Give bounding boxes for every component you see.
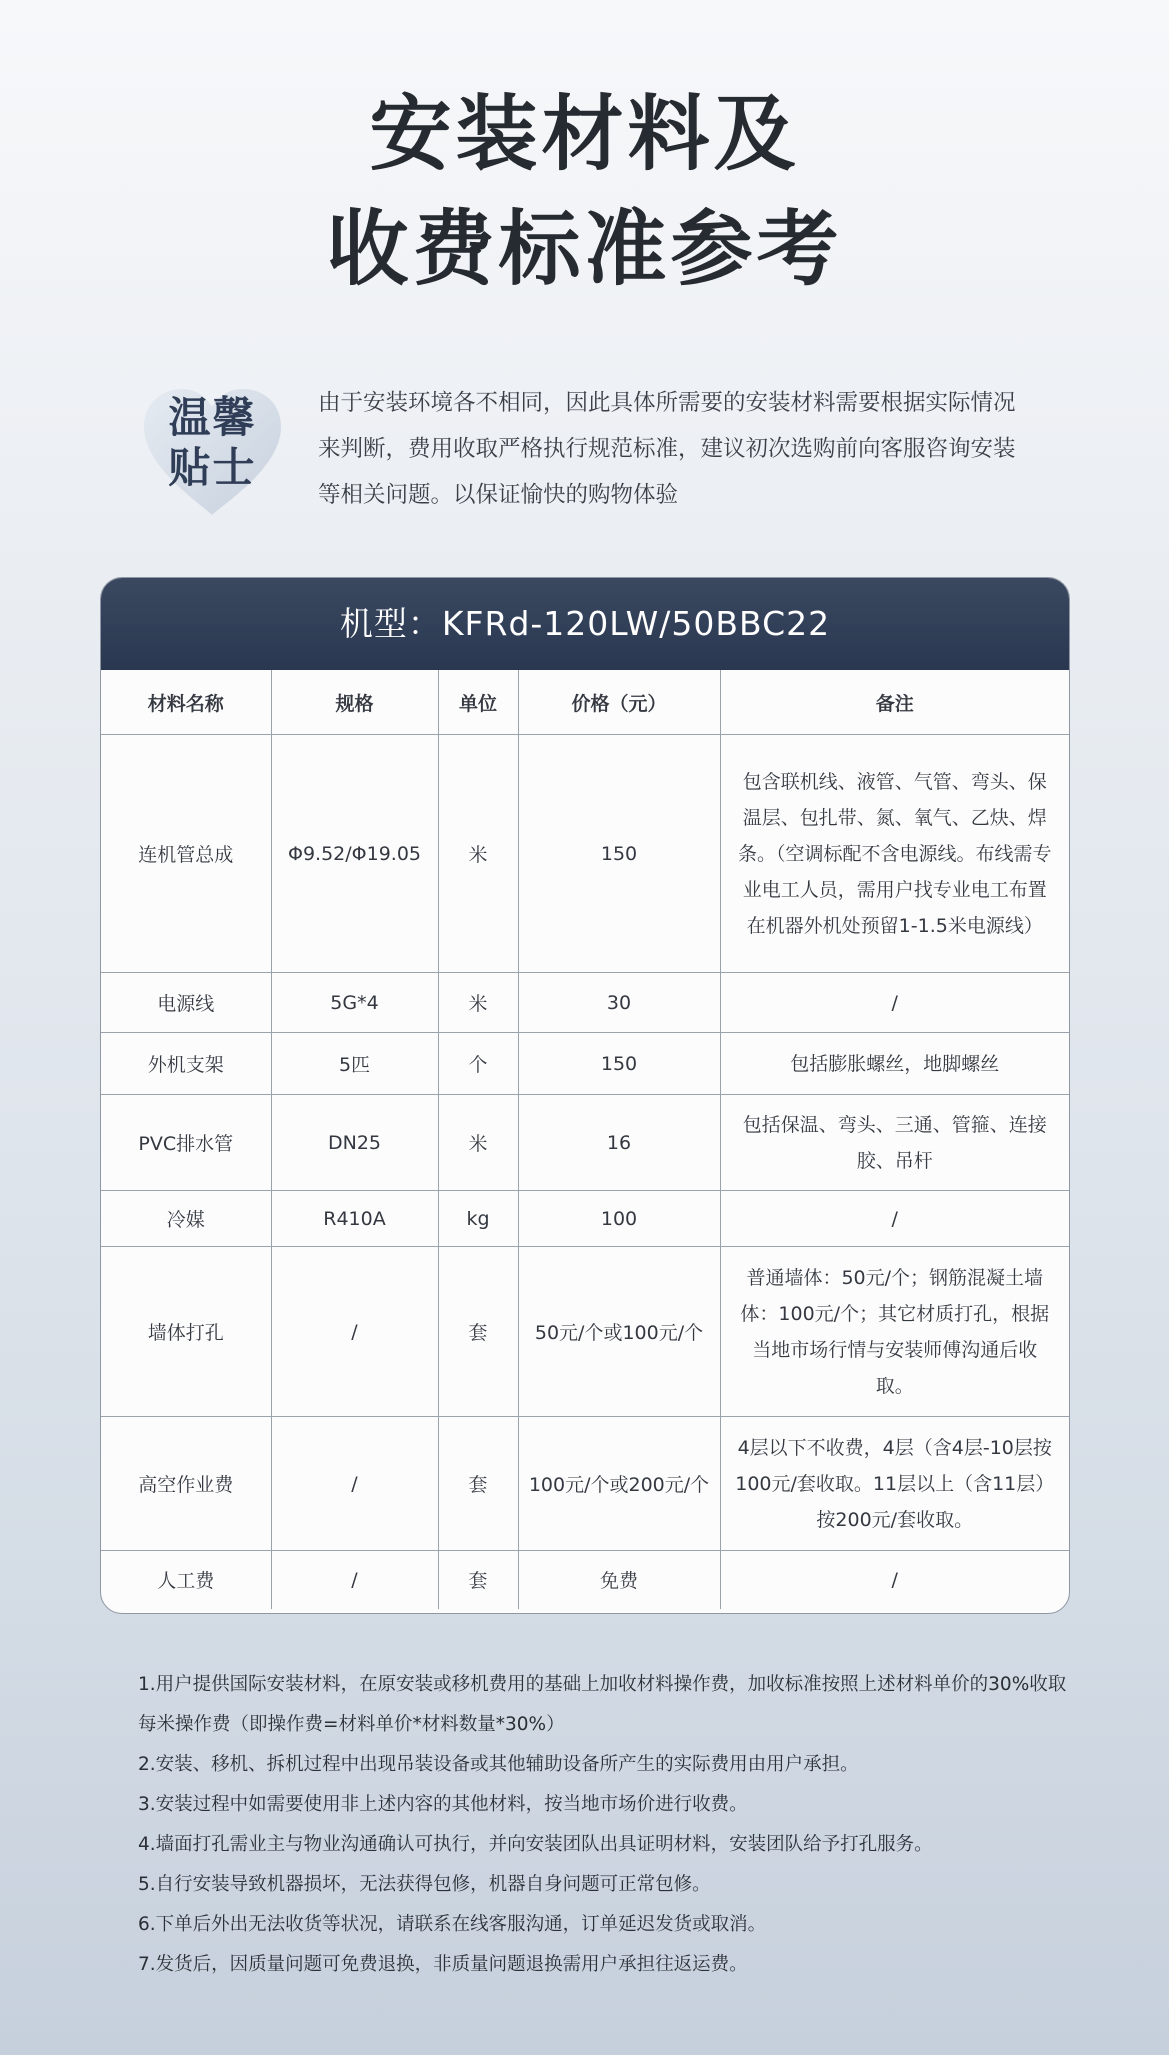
cell-unit: 个 — [438, 1033, 518, 1095]
cell-material: 连机管总成 — [101, 735, 271, 973]
table-row — [101, 1551, 1069, 1609]
tip-text: 由于安装环境各不相同，因此具体所需要的安装材料需要根据实际情况来判断，费用收取严格执行规范标准，建议初次选购前向客服咨询安装等相关问题。以保证愉快的购物体验 — [318, 390, 1016, 508]
table-header-row — [101, 670, 1069, 735]
cell-unit: 米 — [438, 735, 518, 973]
cell-material: 冷媒 — [101, 1191, 271, 1247]
cell-price: 16 — [518, 1095, 720, 1191]
cell-unit: 套 — [438, 1417, 518, 1551]
cell-spec: 5匹 — [271, 1033, 438, 1095]
cell-spec: / — [271, 1247, 438, 1417]
cell-material: 人工费 — [101, 1551, 271, 1609]
note-item: 6.下单后外出无法收货等状况，请联系在线客服沟通，订单延迟发货或取消。 — [138, 1914, 767, 1935]
cell-remark: 包括膨胀螺丝，地脚螺丝 — [720, 1033, 1069, 1095]
tip-badge-line-2: 贴士 — [168, 443, 257, 492]
header-price: 价格（元） — [518, 670, 720, 735]
cell-price: 100元/个或200元/个 — [518, 1417, 720, 1551]
cell-price: 50元/个或100元/个 — [518, 1247, 720, 1417]
table-row — [101, 1191, 1069, 1247]
page-title-line-1: 安装材料及 — [369, 87, 800, 182]
table-row — [101, 1247, 1069, 1417]
header-remark: 备注 — [720, 670, 1069, 735]
note-item: 7.发货后，因质量问题可免费退换，非质量问题退换需用户承担往返运费。 — [138, 1954, 748, 1975]
cell-spec: DN25 — [271, 1095, 438, 1191]
cell-unit: kg — [438, 1191, 518, 1247]
tip-badge — [140, 385, 285, 520]
note-item: 1.用户提供国际安装材料，在原安装或移机费用的基础上加收材料操作费，加收标准按照上述材料单价的30%收取每米操作费（即操作费=材料单价*材料数量*30%） — [138, 1674, 1067, 1735]
note-item: 4.墙面打孔需业主与物业沟通确认可执行，并向安装团队出具证明材料，安装团队给予打孔服务。 — [138, 1834, 933, 1855]
cell-spec: R410A — [271, 1191, 438, 1247]
cell-spec: Φ9.52/Φ19.05 — [271, 735, 438, 973]
note-item: 5.自行安装导致机器损坏，无法获得包修，机器自身问题可正常包修。 — [138, 1874, 711, 1895]
model-title: 机型：KFRd-120LW/50BBC22 — [101, 578, 1069, 670]
header-unit: 单位 — [438, 670, 518, 735]
notes-list — [138, 1665, 1068, 1985]
cell-remark: / — [720, 973, 1069, 1033]
page-title-line-2: 收费标准参考 — [326, 202, 843, 297]
cell-remark: 包含联机线、液管、气管、弯头、保温层、包扎带、氮、氧气、乙炔、焊条。（空调标配不含电源线。布线需专业电工人员，需用户找专业电工布置在机器外机处预留1-1.5米电源线） — [720, 735, 1069, 973]
tip-badge-line-1: 温馨 — [168, 393, 257, 442]
cell-remark: / — [720, 1551, 1069, 1609]
table-row — [101, 735, 1069, 973]
price-table — [101, 670, 1069, 1609]
header-material: 材料名称 — [101, 670, 271, 735]
cell-spec: / — [271, 1417, 438, 1551]
cell-material: 墙体打孔 — [101, 1247, 271, 1417]
cell-unit: 米 — [438, 1095, 518, 1191]
price-table-card — [100, 577, 1070, 1614]
table-row — [101, 1095, 1069, 1191]
cell-remark: 普通墙体：50元/个；钢筋混凝土墙体：100元/个；其它材质打孔，根据当地市场行情与安装师傅沟通后收取。 — [720, 1247, 1069, 1417]
cell-price: 150 — [518, 1033, 720, 1095]
cell-price: 30 — [518, 973, 720, 1033]
table-row — [101, 973, 1069, 1033]
cell-unit: 套 — [438, 1247, 518, 1417]
cell-spec: 5G*4 — [271, 973, 438, 1033]
cell-unit: 米 — [438, 973, 518, 1033]
cell-remark: / — [720, 1191, 1069, 1247]
header-spec: 规格 — [271, 670, 438, 735]
cell-price: 150 — [518, 735, 720, 973]
note-item: 2.安装、移机、拆机过程中出现吊装设备或其他辅助设备所产生的实际费用由用户承担。 — [138, 1754, 859, 1775]
cell-material: 外机支架 — [101, 1033, 271, 1095]
cell-remark: 包括保温、弯头、三通、管箍、连接胶、吊杆 — [720, 1095, 1069, 1191]
note-item: 3.安装过程中如需要使用非上述内容的其他材料，按当地市场价进行收费。 — [138, 1794, 748, 1815]
cell-price: 100 — [518, 1191, 720, 1247]
cell-material: 电源线 — [101, 973, 271, 1033]
cell-price: 免费 — [518, 1551, 720, 1609]
cell-spec: / — [271, 1551, 438, 1609]
cell-material: 高空作业费 — [101, 1417, 271, 1551]
cell-material: PVC排水管 — [101, 1095, 271, 1191]
table-row — [101, 1033, 1069, 1095]
cell-unit: 套 — [438, 1551, 518, 1609]
cell-remark: 4层以下不收费，4层（含4层-10层按100元/套收取。11层以上（含11层）按200元/套收取。 — [720, 1417, 1069, 1551]
table-row — [101, 1417, 1069, 1551]
